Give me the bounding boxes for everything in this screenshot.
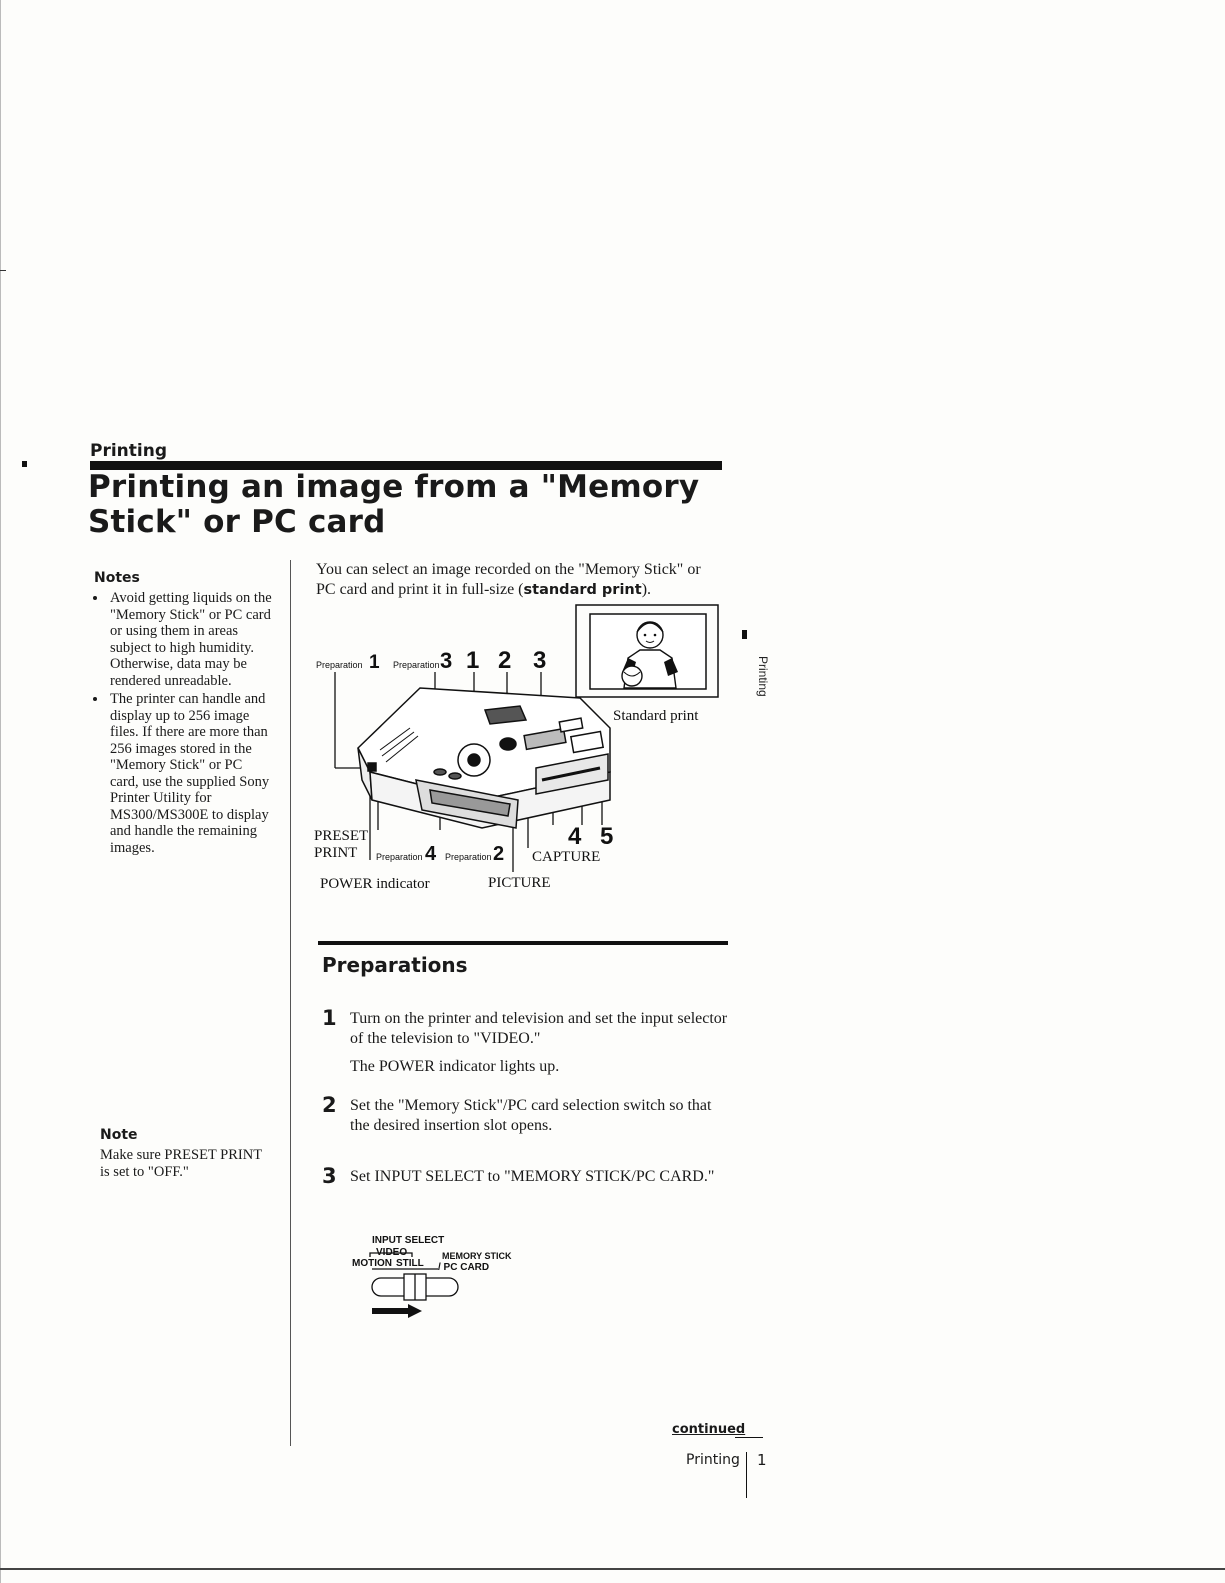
picture-label: PICTURE	[488, 875, 551, 891]
printer-diagram	[310, 600, 740, 900]
printer-body	[358, 688, 610, 828]
callout-preparation-3-number: 3	[440, 648, 453, 673]
column-divider	[290, 560, 291, 1446]
page-edge-line	[0, 0, 1, 1583]
footer-divider	[746, 1452, 747, 1498]
note-sidebar	[100, 1127, 275, 1181]
page-number: 1	[757, 1451, 767, 1469]
notes-heading: Notes	[94, 570, 140, 586]
intro-paragraph	[316, 560, 716, 600]
callout-preparation-2-label: Preparation	[445, 852, 492, 862]
continued-rule	[735, 1437, 763, 1438]
callout-preparation-1-number: 1	[369, 652, 380, 673]
preparations-rule	[318, 941, 728, 945]
title-line-1: Printing an image from a "Memory	[88, 469, 700, 505]
power-indicator-label: POWER indicator	[320, 876, 430, 892]
intro-text: You can select an image recorded on the "Memory Stick" or PC card and print it in full-size (	[316, 561, 701, 598]
footer-section: Printing	[686, 1452, 740, 1468]
input-select-switch-illustration	[346, 1232, 536, 1322]
switch-pc-card-label: / PC CARD	[438, 1262, 490, 1273]
page-title	[88, 470, 728, 540]
margin-marker	[22, 461, 27, 467]
callout-preparation-3-label: Preparation	[393, 660, 440, 670]
switch-still-label: STILL	[396, 1258, 424, 1269]
note-item: • Avoid getting liquids on the "Memory Stick" or PC card or using them in areas subject to high humidity. Otherwise, data may be rendered unreadable.	[108, 590, 272, 689]
callout-step-2: 2	[498, 647, 512, 674]
preset-print-label-line1: PRESET	[314, 828, 369, 844]
capture-label: CAPTURE	[532, 849, 601, 865]
switch-title: INPUT SELECT	[372, 1235, 445, 1246]
step-text: Set INPUT SELECT to "MEMORY STICK/PC CARD."	[350, 1168, 715, 1185]
callout-preparation-1-label: Preparation	[316, 660, 363, 670]
page-bottom-rule	[0, 1568, 1225, 1570]
callout-step-5: 5	[600, 823, 614, 850]
intro-bold: standard print	[523, 582, 642, 598]
preset-print-label-line2: PRINT	[314, 845, 358, 861]
preparation-step-2	[322, 1093, 732, 1136]
step-number: 2	[322, 1093, 337, 1117]
callout-step-3: 3	[533, 647, 547, 674]
standard-print-illustration	[576, 605, 718, 697]
notes-sidebar	[94, 570, 272, 858]
callout-preparation-4-label: Preparation	[376, 852, 423, 862]
step-number: 1	[322, 1006, 337, 1030]
switch-memory-stick-label: MEMORY STICK	[442, 1251, 512, 1261]
switch-motion-label: MOTION	[352, 1258, 392, 1269]
preparations-heading: Preparations	[322, 953, 468, 977]
arrow-right-icon	[372, 1304, 422, 1318]
note-heading: Note	[100, 1127, 138, 1143]
note-item: • The printer can handle and display up to 256 image files. If there are more than 256 images stored in the "Memory Stick" or PC card, use the supplied Sony Printer Utility for MS300/MS300E to display and handle the remaining images.	[108, 691, 272, 856]
callout-step-1: 1	[466, 647, 480, 674]
switch-video-label: VIDEO	[376, 1247, 408, 1258]
side-thumb-tab	[740, 630, 770, 720]
preparation-step-3	[322, 1164, 732, 1188]
callout-preparation-2-number: 2	[493, 843, 505, 865]
continued-label: continued	[672, 1422, 746, 1437]
note-text: Make sure PRESET PRINT is set to "OFF."	[100, 1147, 262, 1180]
standard-print-label: Standard print	[613, 708, 699, 724]
preparation-step-1	[322, 1006, 732, 1076]
margin-tick	[0, 270, 6, 271]
callout-step-4: 4	[568, 823, 582, 850]
step-text: Set the "Memory Stick"/PC card selection switch so that the desired insertion slot opens.	[350, 1097, 712, 1134]
intro-text-end: ).	[641, 581, 652, 598]
side-tab-label: Printing	[756, 656, 770, 697]
title-line-2: Stick" or PC card	[88, 504, 386, 540]
callout-preparation-4-number: 4	[425, 843, 437, 865]
step-number: 3	[322, 1164, 337, 1188]
step-result: The POWER indicator lights up.	[350, 1058, 560, 1075]
section-label: Printing	[90, 441, 167, 461]
step-text: Turn on the printer and television and set the input selector of the television to "VIDEO."	[350, 1010, 728, 1047]
notes-list	[94, 590, 272, 856]
